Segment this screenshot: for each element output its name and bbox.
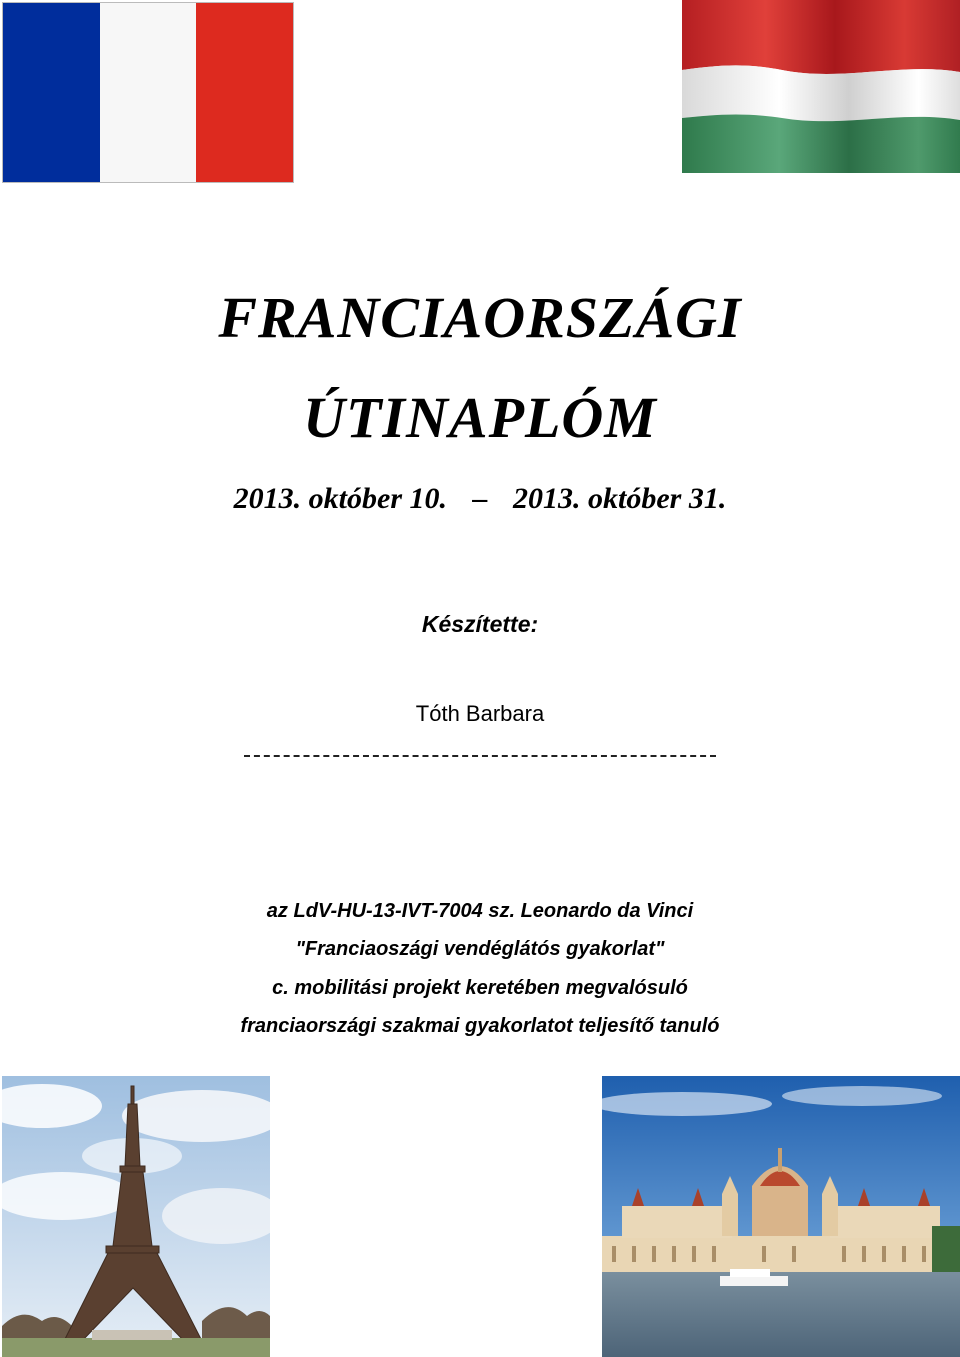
parliament-photo	[602, 1076, 960, 1357]
hungarian-flag-image	[682, 0, 960, 173]
title-line-1: FRANCIAORSZÁGI	[218, 285, 742, 350]
author-name: Tóth Barbara	[415, 701, 545, 726]
made-by-label: Készítette:	[421, 611, 539, 637]
flag-stripe-red	[196, 3, 293, 182]
title-line-2: ÚTINAPLÓM	[303, 385, 657, 450]
project-line-4: franciaországi szakmai gyakorlatot teljesítő tanuló	[240, 1015, 720, 1037]
flag-band-red	[682, 0, 960, 74]
date-end: 2013. október 31.	[513, 482, 727, 515]
trip-dates	[0, 482, 960, 516]
flag-band-green	[682, 115, 960, 173]
french-flag-image	[2, 2, 294, 183]
flag-stripe-white	[100, 3, 197, 182]
project-line-2: "Franciaoszági vendéglátós gyakorlat"	[295, 938, 665, 960]
project-line-3: c. mobilitási projekt keretében megvalósuló	[272, 977, 688, 999]
flag-stripe-blue	[3, 3, 100, 182]
project-line-1: az LdV-HU-13-IVT-7004 sz. Leonardo da Vinci	[266, 900, 694, 922]
eiffel-tower-photo	[2, 1076, 270, 1357]
signature-line	[244, 755, 716, 757]
date-start: 2013. október 10.	[233, 482, 447, 515]
date-separator: –	[472, 482, 488, 515]
